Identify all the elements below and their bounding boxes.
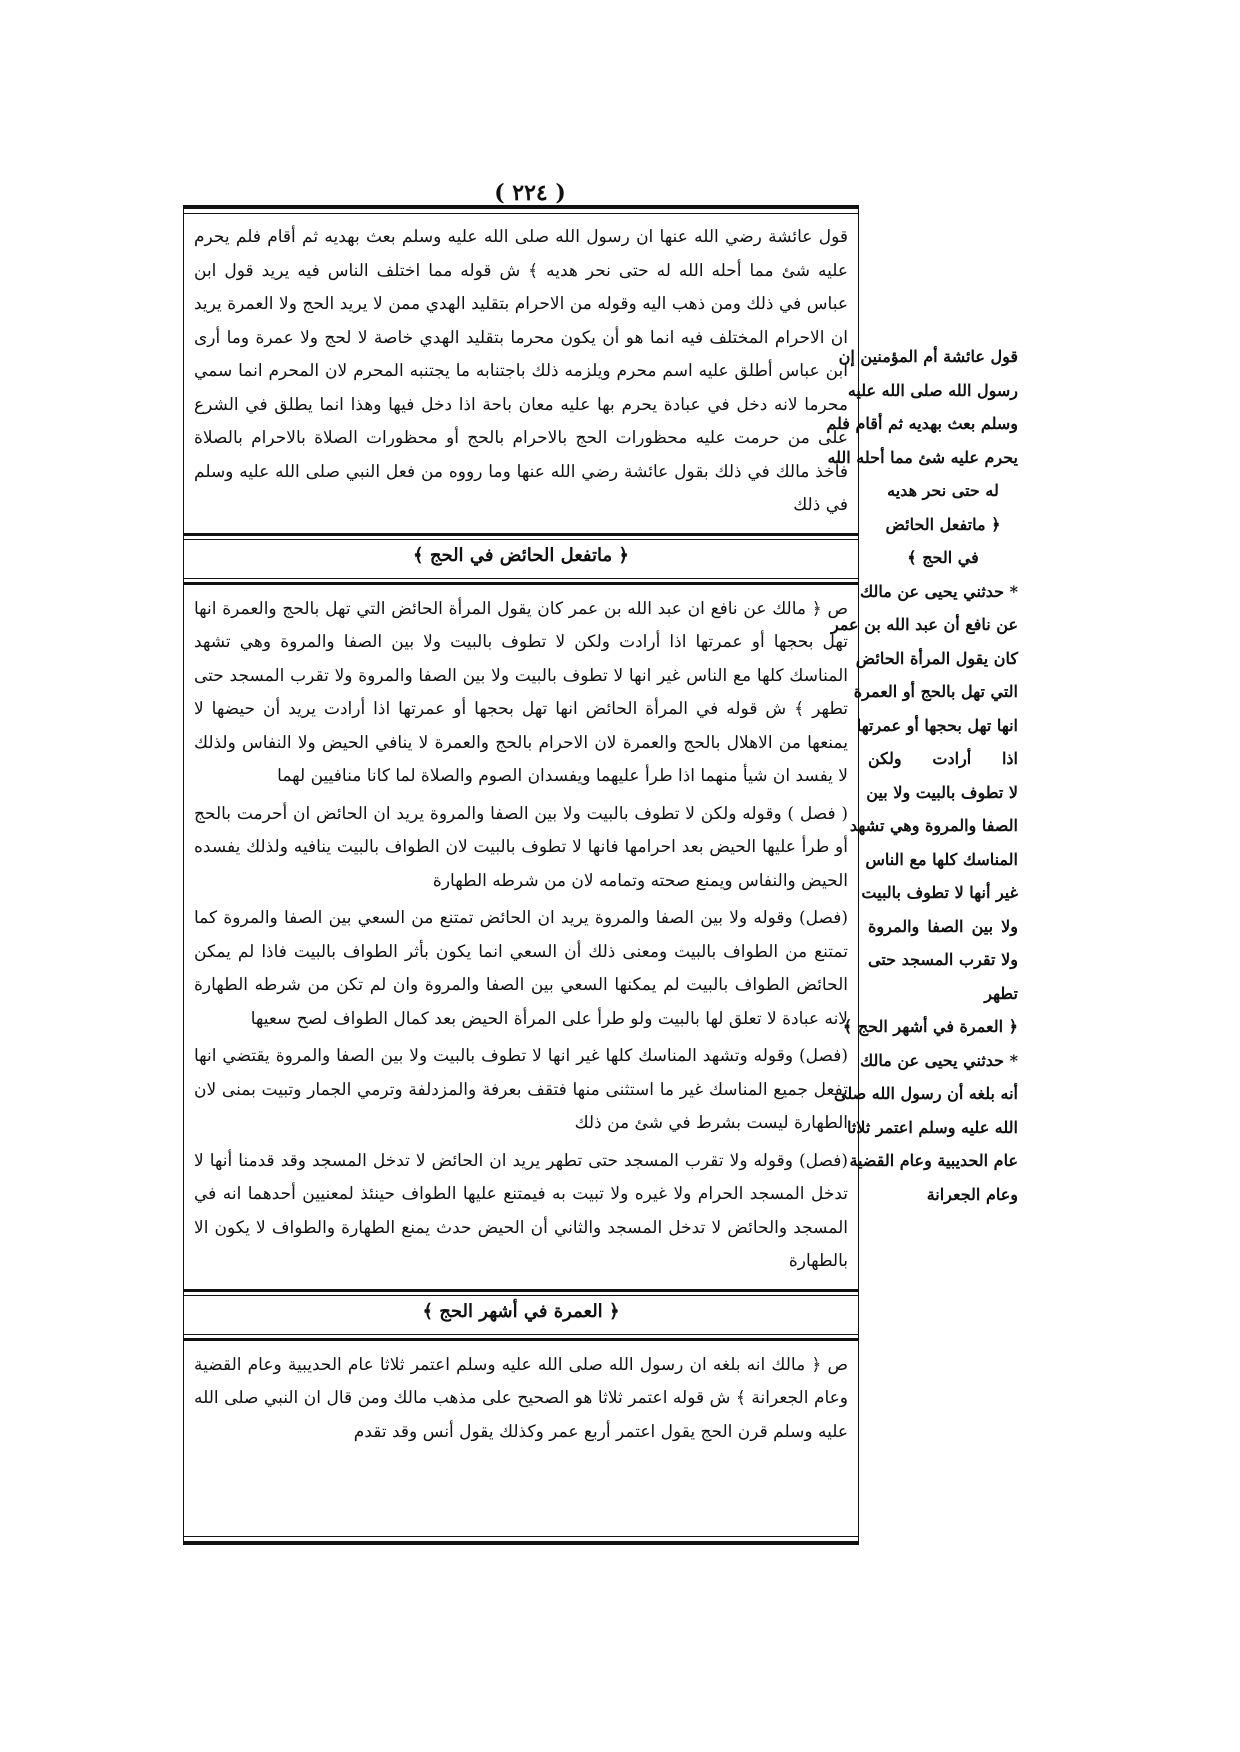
margin-line: * حدثني يحيى عن مالك <box>859 1050 1018 1070</box>
fasl-paragraph: (فصل) وقوله وتشهد المناسك كلها غير انها لا تطوف بالبيت ولا بين الصفا والمروة يقتضي انها تفعل جميع المناسك غير ما استثنى منها فتقف بعرفة والمزدلفة وترمي الجمار وتبيت بمنى لان الطهارة ليست بشرط في شئ من ذلك <box>194 1046 848 1133</box>
margin-line: له حتى نحر هديه <box>887 481 999 500</box>
hadith-paragraph: ص ﴿ مالك انه بلغه ان رسول الله صلى الله عليه وسلم اعتمر ثلاثا عام الحديبية وعام القضية وعام الجعرانة ﴾ ش قوله اعتمر ثلاثا هو الصحيح على مذهب مالك ومن قال ان النبي صلى الله عليه وسلم قرن الحج يقول اعتمر أربع عمر وكذلك يقول أنس وقد تقدم <box>194 1354 848 1442</box>
margin-line: ولا تقرب المسجد حتى <box>868 950 1018 969</box>
margin-line: كان يقول المرأة الحائض <box>855 648 1018 668</box>
margin-line: عام الحديبية وعام القضية <box>849 1151 1018 1170</box>
margin-line: الصفا والمروة وهي تشهد <box>849 816 1018 835</box>
margin-line: التي تهل بالحج أو العمرة <box>853 682 1018 701</box>
margin-heading: ﴿ ماتفعل الحائض <box>885 514 1001 534</box>
margin-line: رسول الله صلى الله عليه <box>847 380 1018 400</box>
margin-line: الله عليه وسلم اعتمر ثلاثا <box>846 1117 1018 1137</box>
margin-hadith-column <box>826 340 1018 1211</box>
margin-line: المناسك كلها مع الناس <box>865 849 1018 869</box>
margin-heading: ﴿ العمرة في أشهر الحج ﴾ <box>842 1017 1018 1036</box>
page-number: ( ٢٢٤ ) <box>494 180 566 206</box>
margin-line: أنه بلغه أن رسول الله صلى <box>833 1084 1018 1103</box>
margin-line: لا تطوف بالبيت ولا بين <box>866 782 1018 802</box>
margin-line: غير أنها لا تطوف بالبيت <box>861 883 1018 902</box>
section-heading-menstruating-woman: ﴿ ماتفعل الحائض في الحج ﴾ <box>413 544 629 566</box>
margin-line: وسلم بعث بهديه ثم أقام فلم <box>826 414 1018 433</box>
section-heading-umrah: ﴿ العمرة في أشهر الحج ﴾ <box>422 1300 620 1322</box>
margin-line: قول عائشة أم المؤمنين إن <box>838 347 1018 366</box>
margin-line: عن نافع أن عبد الله بن عمر <box>830 615 1018 634</box>
hadith-paragraph: ص ﴿ مالك عن نافع ان عبد الله بن عمر كان يقول المرأة الحائض التي تهل بالحج والعمرة انها تهل بحجها أو عمرتها اذا أرادت ولكن لا تطوف بالبيت ولا بين الصفا والمروة وهي تشهد المناسك كلها مع الناس غير انها لا تطوف بالبيت ولا بين الصفا والمروة ولا تقرب المسجد حتى تطهر ﴾ ش قوله في المرأة الحائض انها تهل بحجها أو عمرتها اذا أرادت يريد أن حيضها لا يمنعها من الاهلال بالحج والعمرة لان الاحرام بالحج والعمرة لا ينافي الحيض ولا النفاس ولذلك لا يفسد ان شيأ منهما اذا طرأ عليهما ويفسدان الصوم والصلاة لما كانا منافيين لهما <box>194 598 848 786</box>
margin-line: تطهر <box>984 983 1018 1003</box>
margin-heading: في الحج ﴾ <box>907 548 979 567</box>
commentary-paragraph: قول عائشة رضي الله عنها ان رسول الله صلى الله عليه وسلم بعث بهديه ثم أقام فلم يحرم عليه شئ مما أحله الله له حتى نحر هديه ﴾ ش قوله مما اختلف الناس فيه يريد قول ابن عباس في ذلك ومن ذهب اليه وقوله من الاحرام بتقليد الهدي ممن لا يريد الحج ولا العمرة يريد ان الاحرام المختلف فيه انما هو أن يكون محرما بتقليد الهدي خاصة لا لحج ولا عمرة وما أرى ابن عباس أطلق عليه اسم محرم ويلزمه ذلك باجتنابه ما يجتنبه المحرم لان المحرم انما سمي محرما لانه دخل في عبادة يحرم بها عليه معان باحة اذا دخل فيها وهذا انما يطلق في الشرع على من حرمت عليه محظورات الحج بالاحرام بالحج أو محظورات الصلاة بالاحرام بالصلاة فأخذ مالك في ذلك بقول عائشة رضي الله عنها وما رووه من فعل النبي صلى الله عليه وسلم في ذلك <box>194 227 848 515</box>
margin-line: ولا بين الصفا والمروة <box>868 916 1018 936</box>
fasl-paragraph: ( فصل ) وقوله ولكن لا تطوف بالبيت ولا بين الصفا والمروة يريد ان الحائض ان أحرمت بالحج أو طرأ عليها الحيض بعد احرامها فانها لا تطوف بالبيت لان الطواف بالبيت ينافيه ولذلك يفسده الحيض والنفاس ويمنع صحته وتمامه لان من شرطه الطهارة <box>194 803 848 891</box>
fasl-paragraph: (فصل) وقوله ولا بين الصفا والمروة يريد ان الحائض تمتنع من السعي بين الصفا والمروة كما تمتنع من الطواف بالبيت ومعنى ذلك أن السعي انما يكون بأثر الطواف بالبيت فاذا لم يمكن الحائض الطواف بالبيت لم يمكنها السعي بين الصفا والمروة وان لم تكن من شرطه الطهارة لانه عبادة لا تعلق لها بالبيت ولو طرأ على المرأة الحيض بعد كمال الطواف لصح سعيها <box>194 908 848 1029</box>
margin-line: اذا أرادت ولكن <box>868 749 1018 768</box>
fasl-paragraph: (فصل) وقوله ولا تقرب المسجد حتى تطهر يريد ان الحائض لا تدخل المسجد وقد قدمنا أنها لا تدخل المسجد الحرام ولا غيره ولا تبيت به فيمتنع عليها الطواف حينئذ لمعنيين أحدهما انه في المسجد والحائض لا تدخل المسجد والثاني أن الحيض حدث يمنع الطهارة والطواف لا يكون الا بالطهارة <box>194 1150 848 1271</box>
margin-line: انها تهل بحجها أو عمرتها <box>856 715 1018 735</box>
main-text-frame <box>183 205 859 1545</box>
section-heading-frame <box>184 533 858 585</box>
margin-line: * حدثني يحيى عن مالك <box>859 581 1018 601</box>
margin-line: يحرم عليه شئ مما أحله الله <box>827 447 1018 467</box>
main-text-column <box>194 221 848 1449</box>
margin-line: وعام الجعرانة <box>926 1184 1018 1204</box>
section-heading-frame <box>184 1289 858 1341</box>
